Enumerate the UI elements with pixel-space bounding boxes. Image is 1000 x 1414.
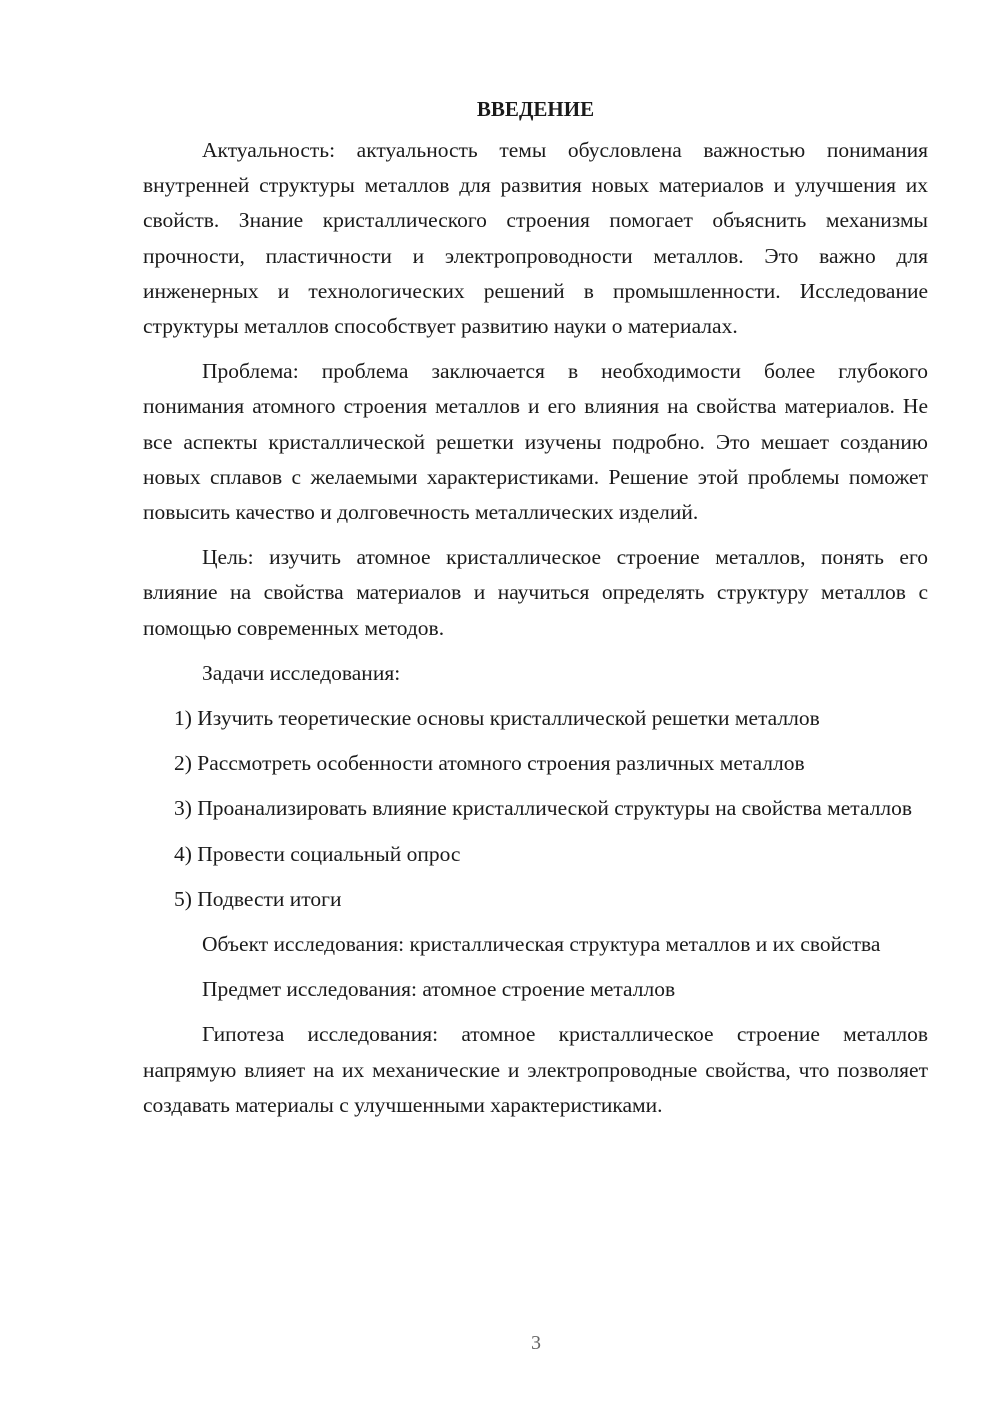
relevance-paragraph: Актуальность: актуальность темы обусловлена важностью понимания внутренней структуры металлов для развития новых материалов и улучшения их свойств. Знание кристаллического строения помогает объяснить механизмы прочности, пластичности и электропроводности металлов. Это важно для инженерных и технологических решений в промышленности. Исследование структуры металлов способствует развитию науки о материалах. [143, 138, 928, 339]
task-item-2: 2) Рассмотреть особенности атомного строения различных металлов [174, 751, 805, 776]
task-item-4: 4) Провести социальный опрос [174, 841, 461, 866]
document-page [143, 92, 928, 1133]
tasks-heading: Задачи исследования: [202, 660, 401, 685]
goal-paragraph: Цель: изучить атомное кристаллическое строение металлов, понять его влияние на свойства материалов и научиться определять структуру металлов с помощью современных методов. [143, 545, 928, 640]
page-title: ВВЕДЕНИЕ [476, 97, 595, 121]
hypothesis-paragraph: Гипотеза исследования: атомное кристаллическое строение металлов напрямую влияет на их механические и электропроводные свойства, что позволяет создавать материалы с улучшенными характеристиками. [143, 1022, 928, 1117]
subject-paragraph: Предмет исследования: атомное строение металлов [202, 977, 676, 1002]
task-item-1: 1) Изучить теоретические основы кристаллической решетки металлов [174, 706, 820, 731]
task-item-5: 5) Подвести итоги [174, 886, 342, 911]
page-number: 3 [531, 1332, 541, 1354]
problem-paragraph: Проблема: проблема заключается в необходимости более глубокого понимания атомного строения металлов и его влияния на свойства материалов. Не все аспекты кристаллической решетки изучены подробно. Это мешает созданию новых сплавов с желаемыми характеристиками. Решение этой проблемы поможет повысить качество и долговечность металлических изделий. [143, 359, 928, 525]
object-paragraph: Объект исследования: кристаллическая структура металлов и их свойства [202, 932, 881, 957]
task-item-3: 3) Проанализировать влияние кристаллической структуры на свойства металлов [174, 796, 913, 821]
